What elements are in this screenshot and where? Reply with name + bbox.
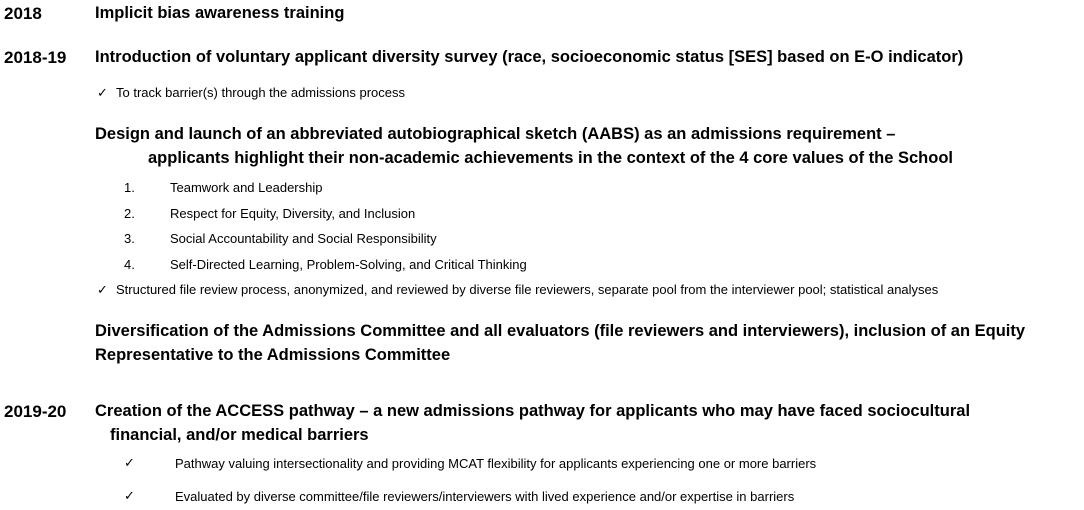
year-2018-19: 2018-19 bbox=[4, 48, 67, 67]
core-value-text: Teamwork and Leadership bbox=[170, 180, 323, 195]
year-2019-20: 2019-20 bbox=[4, 402, 67, 421]
diversification-line-2: Representative to the Admissions Committee bbox=[95, 346, 451, 364]
aabs-line-2: applicants highlight their non-academic achievements in the context of the 4 core values of the School bbox=[148, 149, 953, 167]
core-value-number: 1. bbox=[124, 180, 135, 195]
check-mark-icon: ✓ bbox=[97, 85, 108, 100]
core-value-number: 4. bbox=[124, 257, 135, 272]
bullet-pathway: Pathway valuing intersectionality and providing MCAT flexibility for applicants experiencing one or more barriers bbox=[175, 456, 817, 471]
heading-2019-20-line-2: financial, and/or medical barriers bbox=[110, 426, 369, 444]
aabs-line-1: Design and launch of an abbreviated autobiographical sketch (AABS) as an admissions requirement – bbox=[95, 125, 896, 143]
check-mark-icon: ✓ bbox=[97, 282, 108, 297]
heading-2019-20-line-1: Creation of the ACCESS pathway – a new admissions pathway for applicants who may have faced sociocultural bbox=[95, 402, 971, 420]
heading-2018: Implicit bias awareness training bbox=[95, 4, 345, 22]
core-value-number: 2. bbox=[124, 206, 135, 221]
bullet-evaluated: Evaluated by diverse committee/file reviewers/interviewers with lived experience and/or expertise in barriers bbox=[175, 489, 795, 504]
heading-2018-19: Introduction of voluntary applicant diversity survey (race, socioeconomic status [SES] based on E-O indicator) bbox=[95, 48, 964, 66]
core-value-text: Self-Directed Learning, Problem-Solving, and Critical Thinking bbox=[170, 257, 527, 272]
diversification-line-1: Diversification of the Admissions Committee and all evaluators (file reviewers and interviewers), inclusion of an Equity bbox=[95, 322, 1026, 340]
year-2018: 2018 bbox=[4, 4, 42, 23]
bullet-file-review: Structured file review process, anonymized, and reviewed by diverse file reviewers, separate pool from the interviewer pool; statistical analyses bbox=[116, 282, 939, 297]
core-value-text: Respect for Equity, Diversity, and Inclusion bbox=[170, 206, 416, 221]
core-value-number: 3. bbox=[124, 231, 135, 246]
check-mark-icon: ✓ bbox=[124, 455, 135, 470]
check-mark-icon: ✓ bbox=[124, 488, 135, 503]
bullet-track-barriers: To track barrier(s) through the admissions process bbox=[116, 85, 406, 100]
core-value-text: Social Accountability and Social Responsibility bbox=[170, 231, 437, 246]
